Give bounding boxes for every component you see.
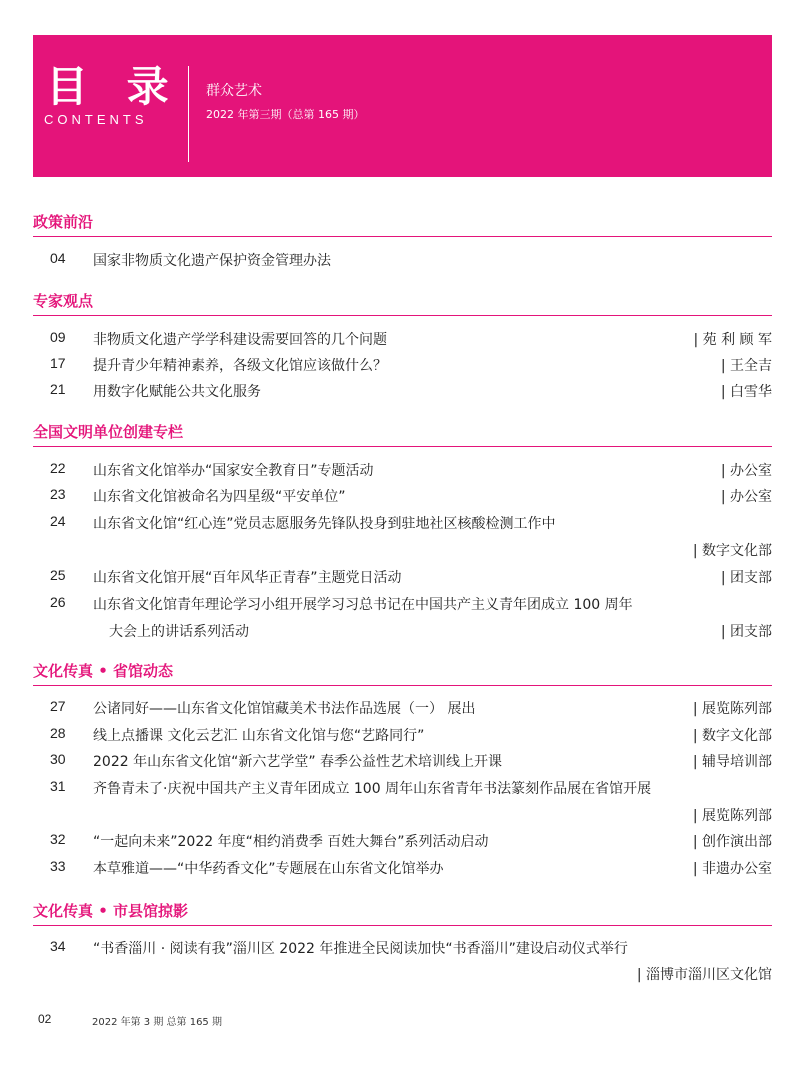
- toc-entry[interactable]: [33, 725, 772, 747]
- entry-title: 本草雅道——“中华药香文化”专题展在山东省文化馆举办: [93, 861, 444, 877]
- toc-entry[interactable]: [33, 381, 772, 403]
- toc-entry[interactable]: [33, 858, 772, 880]
- toc-entry[interactable]: [33, 329, 772, 351]
- entry-author-line: [33, 964, 772, 986]
- entry-author: | 辅导培训部: [692, 754, 772, 770]
- magazine-name: 群众艺术: [206, 83, 262, 99]
- toc-entry[interactable]: [33, 778, 772, 800]
- entry-page: 31: [50, 778, 66, 794]
- entry-page: 34: [50, 938, 66, 954]
- toc-entry[interactable]: [33, 567, 772, 589]
- entry-page: 26: [50, 594, 66, 610]
- entry-title: “一起向未来”2022 年度“相约消费季 百姓大舞台”系列活动启动: [93, 834, 489, 850]
- entry-author: | 办公室: [720, 489, 772, 505]
- toc-entry[interactable]: [33, 513, 772, 535]
- entry-author: | 展览陈列部: [692, 701, 772, 717]
- entry-title: 山东省文化馆青年理论学习小组开展学习习总书记在中国共产主义青年团成立 100 周年: [93, 597, 633, 613]
- toc-entry[interactable]: [33, 460, 772, 482]
- toc-entry[interactable]: [33, 831, 772, 853]
- section-underline: [33, 925, 772, 926]
- section-underline: [33, 446, 772, 447]
- entry-title: “书香淄川 · 阅读有我”淄川区 2022 年推进全民阅读加快“书香淄川”建设启动仪式举行: [93, 941, 628, 957]
- toc-entry[interactable]: [33, 486, 772, 508]
- page-number: 02: [38, 1012, 52, 1026]
- section-heading: [33, 211, 772, 235]
- toc-title: 目 录: [46, 62, 181, 111]
- toc-entry[interactable]: [33, 751, 772, 773]
- entry-page: 09: [50, 329, 66, 345]
- entry-title: 山东省文化馆举办“国家安全教育日”专题活动: [93, 463, 374, 479]
- toc-entry[interactable]: [33, 355, 772, 377]
- entry-page: 04: [50, 250, 66, 266]
- section-heading: [33, 900, 772, 924]
- entry-page: 30: [50, 751, 66, 767]
- entry-title: 提升青少年精神素养，各级文化馆应该做什么？: [93, 358, 387, 374]
- section-underline: [33, 315, 772, 316]
- entry-title: 2022 年山东省文化馆“新六艺学堂” 春季公益性艺术培训线上开课: [93, 754, 503, 770]
- entry-title: 国家非物质文化遗产保护资金管理办法: [93, 253, 331, 269]
- section-title: 文化传真 • 省馆动态: [33, 662, 174, 680]
- entry-title: 用数字化赋能公共文化服务: [93, 384, 261, 400]
- entry-continuation: [33, 621, 772, 643]
- section-underline: [33, 685, 772, 686]
- entry-author: | 淄博市淄川区文化馆: [636, 967, 772, 983]
- entry-author: | 苑 利 顾 军: [693, 332, 772, 348]
- entry-author: | 白雪华: [720, 384, 772, 400]
- section-underline: [33, 236, 772, 237]
- entry-title: 山东省文化馆被命名为四星级“平安单位”: [93, 489, 346, 505]
- entry-title: 山东省文化馆开展“百年风华正青春”主题党日活动: [93, 570, 402, 586]
- toc-entry[interactable]: [33, 938, 772, 960]
- entry-page: 17: [50, 355, 66, 371]
- entry-page: 25: [50, 567, 66, 583]
- entry-author-line: [33, 805, 772, 827]
- section-title: 专家观点: [33, 292, 94, 310]
- entry-page: 33: [50, 858, 66, 874]
- header-divider: [188, 66, 189, 162]
- entry-author: | 非遗办公室: [692, 861, 772, 877]
- section-heading: [33, 290, 772, 314]
- entry-author: | 团支部: [720, 570, 772, 586]
- entry-author-line: [33, 540, 772, 562]
- entry-author: | 数字文化部: [692, 728, 772, 744]
- entry-author: | 团支部: [720, 624, 772, 640]
- issue-info: 2022 年第三期（总第 165 期）: [206, 108, 365, 121]
- entry-title: 非物质文化遗产学学科建设需要回答的几个问题: [93, 332, 387, 348]
- entry-author: | 办公室: [720, 463, 772, 479]
- entry-title: 公诸同好——山东省文化馆馆藏美术书法作品选展（一） 展出: [93, 701, 476, 717]
- entry-author: | 王全吉: [720, 358, 772, 374]
- toc-entry[interactable]: [33, 250, 772, 272]
- entry-page: 23: [50, 486, 66, 502]
- entry-title: 山东省文化馆“红心连”党员志愿服务先锋队投身到驻地社区核酸检测工作中: [93, 516, 556, 532]
- entry-title: 齐鲁青未了·庆祝中国共产主义青年团成立 100 周年山东省青年书法篆刻作品展在省馆开展: [93, 781, 652, 797]
- section-title: 全国文明单位创建专栏: [33, 423, 184, 441]
- entry-page: 22: [50, 460, 66, 476]
- section-heading: [33, 421, 772, 445]
- footer-issue-info: 2022 年第 3 期 总第 165 期: [92, 1017, 222, 1028]
- entry-author: | 展览陈列部: [692, 808, 772, 824]
- entry-author: | 数字文化部: [692, 543, 772, 559]
- toc-entry[interactable]: [33, 698, 772, 720]
- entry-author: | 创作演出部: [692, 834, 772, 850]
- section-title: 政策前沿: [33, 213, 94, 231]
- toc-subtitle-en: CONTENTS: [44, 112, 148, 127]
- entry-page: 27: [50, 698, 66, 714]
- entry-page: 24: [50, 513, 66, 529]
- section-title: 文化传真 • 市县馆掠影: [33, 902, 189, 920]
- entry-page: 32: [50, 831, 66, 847]
- entry-page: 21: [50, 381, 66, 397]
- entry-title-continued: 大会上的讲话系列活动: [109, 624, 249, 640]
- page-footer: [38, 1012, 438, 1030]
- section-heading: [33, 660, 772, 684]
- entry-title: 线上点播课 文化云艺汇 山东省文化馆与您“艺路同行”: [93, 728, 425, 744]
- entry-page: 28: [50, 725, 66, 741]
- toc-entry[interactable]: [33, 594, 772, 616]
